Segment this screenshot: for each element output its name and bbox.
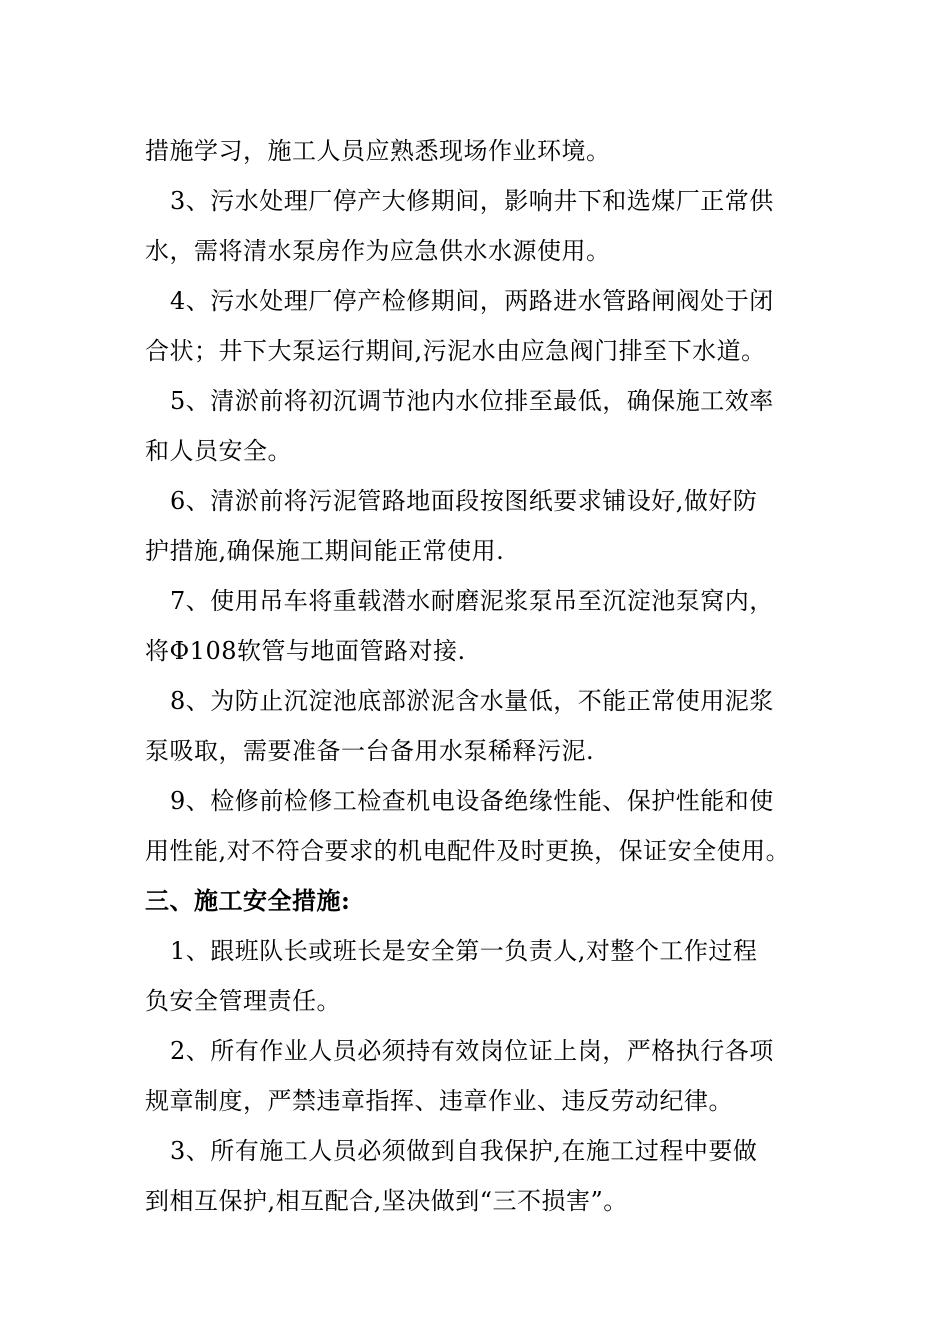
section-heading: 三、施工安全措施:	[145, 886, 351, 915]
text-line: 护措施,确保施工期间能正常使用.	[145, 537, 505, 565]
text-line: 用性能,对不符合要求的机电配件及时更换，保证安全使用。	[145, 837, 791, 865]
text-line: 水，需将清水泵房作为应急供水水源使用。	[145, 237, 611, 265]
text-line: 8、为防止沉淀池底部淤泥含水量低，不能正常使用泥浆	[170, 687, 774, 715]
text-line: 5、清淤前将初沉调节池内水位排至最低，确保施工效率	[170, 387, 774, 415]
text-line: 7、使用吊车将重载潜水耐磨泥浆泵吊至沉淀池泵窝内，	[170, 587, 774, 615]
text-line: 和人员安全。	[145, 437, 292, 465]
text-line: 措施学习，施工人员应熟悉现场作业环境。	[145, 137, 611, 165]
text-line: 1、跟班队长或班长是安全第一负责人,对整个工作过程	[170, 937, 758, 965]
text-line: 2、所有作业人员必须持有效岗位证上岗，严格执行各项	[170, 1037, 774, 1065]
text-line: 合状；井下大泵运行期间,污泥水由应急阀门排至下水道。	[145, 337, 766, 365]
text-line: 4、污水处理厂停产检修期间，两路进水管路闸阀处于闭	[170, 287, 774, 315]
text-line: 3、所有施工人员必须做到自我保护,在施工过程中要做	[170, 1137, 758, 1165]
text-line: 规章制度，严禁违章指挥、违章作业、违反劳动纪律。	[145, 1087, 733, 1115]
text-line: 3、污水处理厂停产大修期间，影响井下和选煤厂正常供	[170, 187, 774, 215]
text-line: 9、检修前检修工检查机电设备绝缘性能、保护性能和使	[170, 787, 774, 815]
text-line: 泵吸取，需要准备一台备用水泵稀释污泥.	[145, 737, 595, 765]
text-line: 将Φ108软管与地面管路对接.	[145, 637, 466, 665]
text-line: 6、清淤前将污泥管路地面段按图纸要求铺设好,做好防	[170, 487, 758, 515]
text-line: 到相互保护,相互配合,坚决做到“三不损害”。	[145, 1187, 628, 1215]
text-line: 负安全管理责任。	[145, 987, 341, 1015]
